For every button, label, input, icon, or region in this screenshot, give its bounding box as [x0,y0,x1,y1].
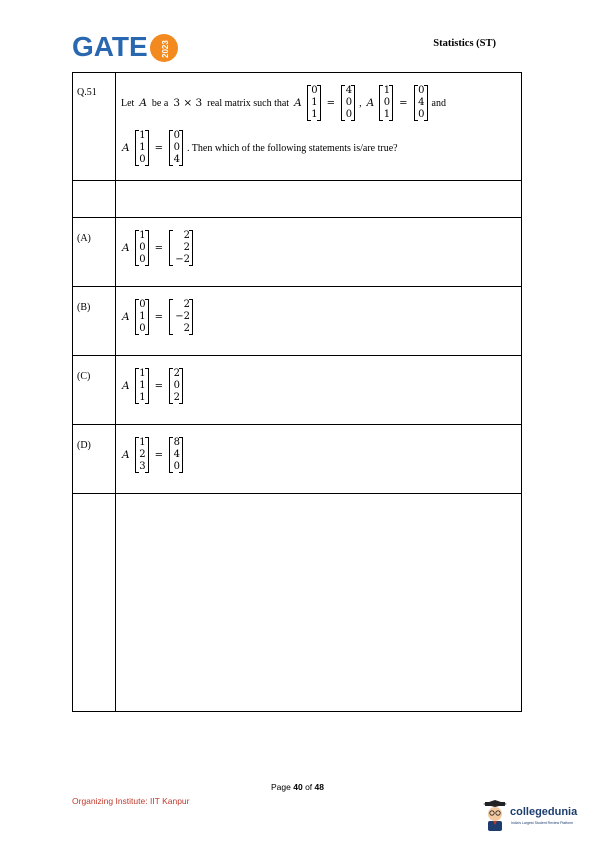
vector-entry: 1 [311,109,318,120]
vector-entry: 1 [139,437,146,448]
vector-entry: 0 [139,242,146,253]
gate-logo [72,26,182,70]
vector-entry: 0 [173,461,180,472]
vector-entry: 0 [311,85,318,96]
row-divider [73,217,521,218]
question-table [72,72,522,712]
column-vector [414,85,428,121]
subject-title: Statistics (ST) [433,38,496,49]
question-line-2 [119,130,400,166]
question-text: be a [151,97,169,109]
vector-entry: 0 [139,254,146,265]
logo-year: 2023 [161,40,170,58]
column-vector [135,130,149,166]
matrix-variable: A [366,97,375,109]
question-text: . Then which of the following statements is/are true? [186,142,398,154]
column-vector [135,299,149,335]
option-label-a: (A) [77,233,91,244]
vector-entry: 1 [383,109,391,120]
vector-entry: −2 [175,311,190,322]
vector-entry: 8 [173,437,180,448]
vector-entry: 3 [139,461,146,472]
matrix-variable: A [122,380,130,392]
vector-entry: 1 [311,97,318,108]
question-number: Q.51 [77,87,97,98]
page-of: of [305,782,313,792]
equals-sign: = [154,142,163,154]
row-divider [73,493,521,494]
vector-entry: 0 [345,97,353,108]
column-vector [169,299,193,335]
logo-text: GATE [72,31,148,62]
page-current: 40 [293,782,303,792]
page-prefix: Page [270,782,291,792]
matrix-variable: A [122,242,130,254]
vector-entry: 4 [418,97,425,108]
column-vector [135,368,149,404]
vector-entry: 1 [139,230,146,241]
vector-entry: 0 [139,154,146,165]
vector-entry: 0 [383,97,391,108]
question-line-1 [119,85,448,121]
column-vector [307,85,321,121]
option-a [119,230,195,266]
page-total: 48 [314,782,324,792]
question-text: Let [121,97,135,109]
matrix-variable: A [139,97,147,109]
equals-sign: = [154,242,163,254]
option-b [119,299,195,335]
organizer-text: Organizing Institute: IIT Kanpur [72,796,190,806]
vector-entry: −2 [175,254,190,265]
vector-entry: 0 [173,380,180,391]
collegedunia-logo [482,800,592,836]
vector-entry: 2 [139,449,146,460]
column-vector [379,85,393,121]
vector-entry: 4 [345,85,353,96]
brand-name: collegedunia [510,806,578,818]
brand-tagline: India's Largest Student Review Platform [511,821,574,825]
column-vector [169,230,193,266]
option-label-d: (D) [77,440,91,451]
vector-entry: 0 [139,323,146,334]
column-vector [135,437,149,473]
equals-sign: = [154,449,163,461]
vector-entry: 0 [345,109,353,120]
row-divider [73,424,521,425]
vector-entry: 1 [139,130,146,141]
vector-entry: 1 [139,392,146,403]
vector-entry: 1 [139,368,146,379]
mascot-icon [482,800,508,832]
option-label-c: (C) [77,371,91,382]
vector-entry: 2 [183,323,190,334]
vector-entry: 1 [139,380,146,391]
vector-entry: 2 [183,242,190,253]
vector-entry: 0 [173,130,180,141]
equals-sign: = [326,97,336,109]
vector-entry: 0 [139,299,146,310]
matrix-variable: A [294,97,302,109]
equals-sign: = [154,380,163,392]
vector-entry: 1 [139,311,146,322]
separator: , [359,97,362,109]
equals-sign: = [154,311,163,323]
matrix-dimension: 3 × 3 [173,97,203,109]
column-divider [115,73,116,711]
vector-entry: 4 [173,154,180,165]
vector-entry: 0 [418,109,425,120]
vector-entry: 2 [173,368,180,379]
option-c [119,368,185,404]
vector-entry: 2 [183,299,190,310]
matrix-variable: A [122,142,130,154]
option-label-b: (B) [77,302,91,313]
vector-entry: 0 [418,85,425,96]
vector-entry: 1 [139,142,146,153]
question-text: and [431,97,446,109]
option-d [119,437,185,473]
question-text: real matrix such that [207,97,290,109]
row-divider [73,180,521,181]
matrix-variable: A [122,449,130,461]
column-vector [341,85,355,121]
row-divider [73,286,521,287]
vector-entry: 1 [383,85,391,96]
vector-entry: 0 [173,142,180,153]
vector-entry: 2 [173,392,180,403]
row-divider [73,355,521,356]
vector-entry: 2 [183,230,190,241]
column-vector [135,230,149,266]
equals-sign: = [399,97,408,109]
vector-entry: 4 [173,449,180,460]
page-number [0,782,595,792]
column-vector [169,130,183,166]
column-vector [169,437,183,473]
column-vector [169,368,183,404]
matrix-variable: A [122,311,130,323]
